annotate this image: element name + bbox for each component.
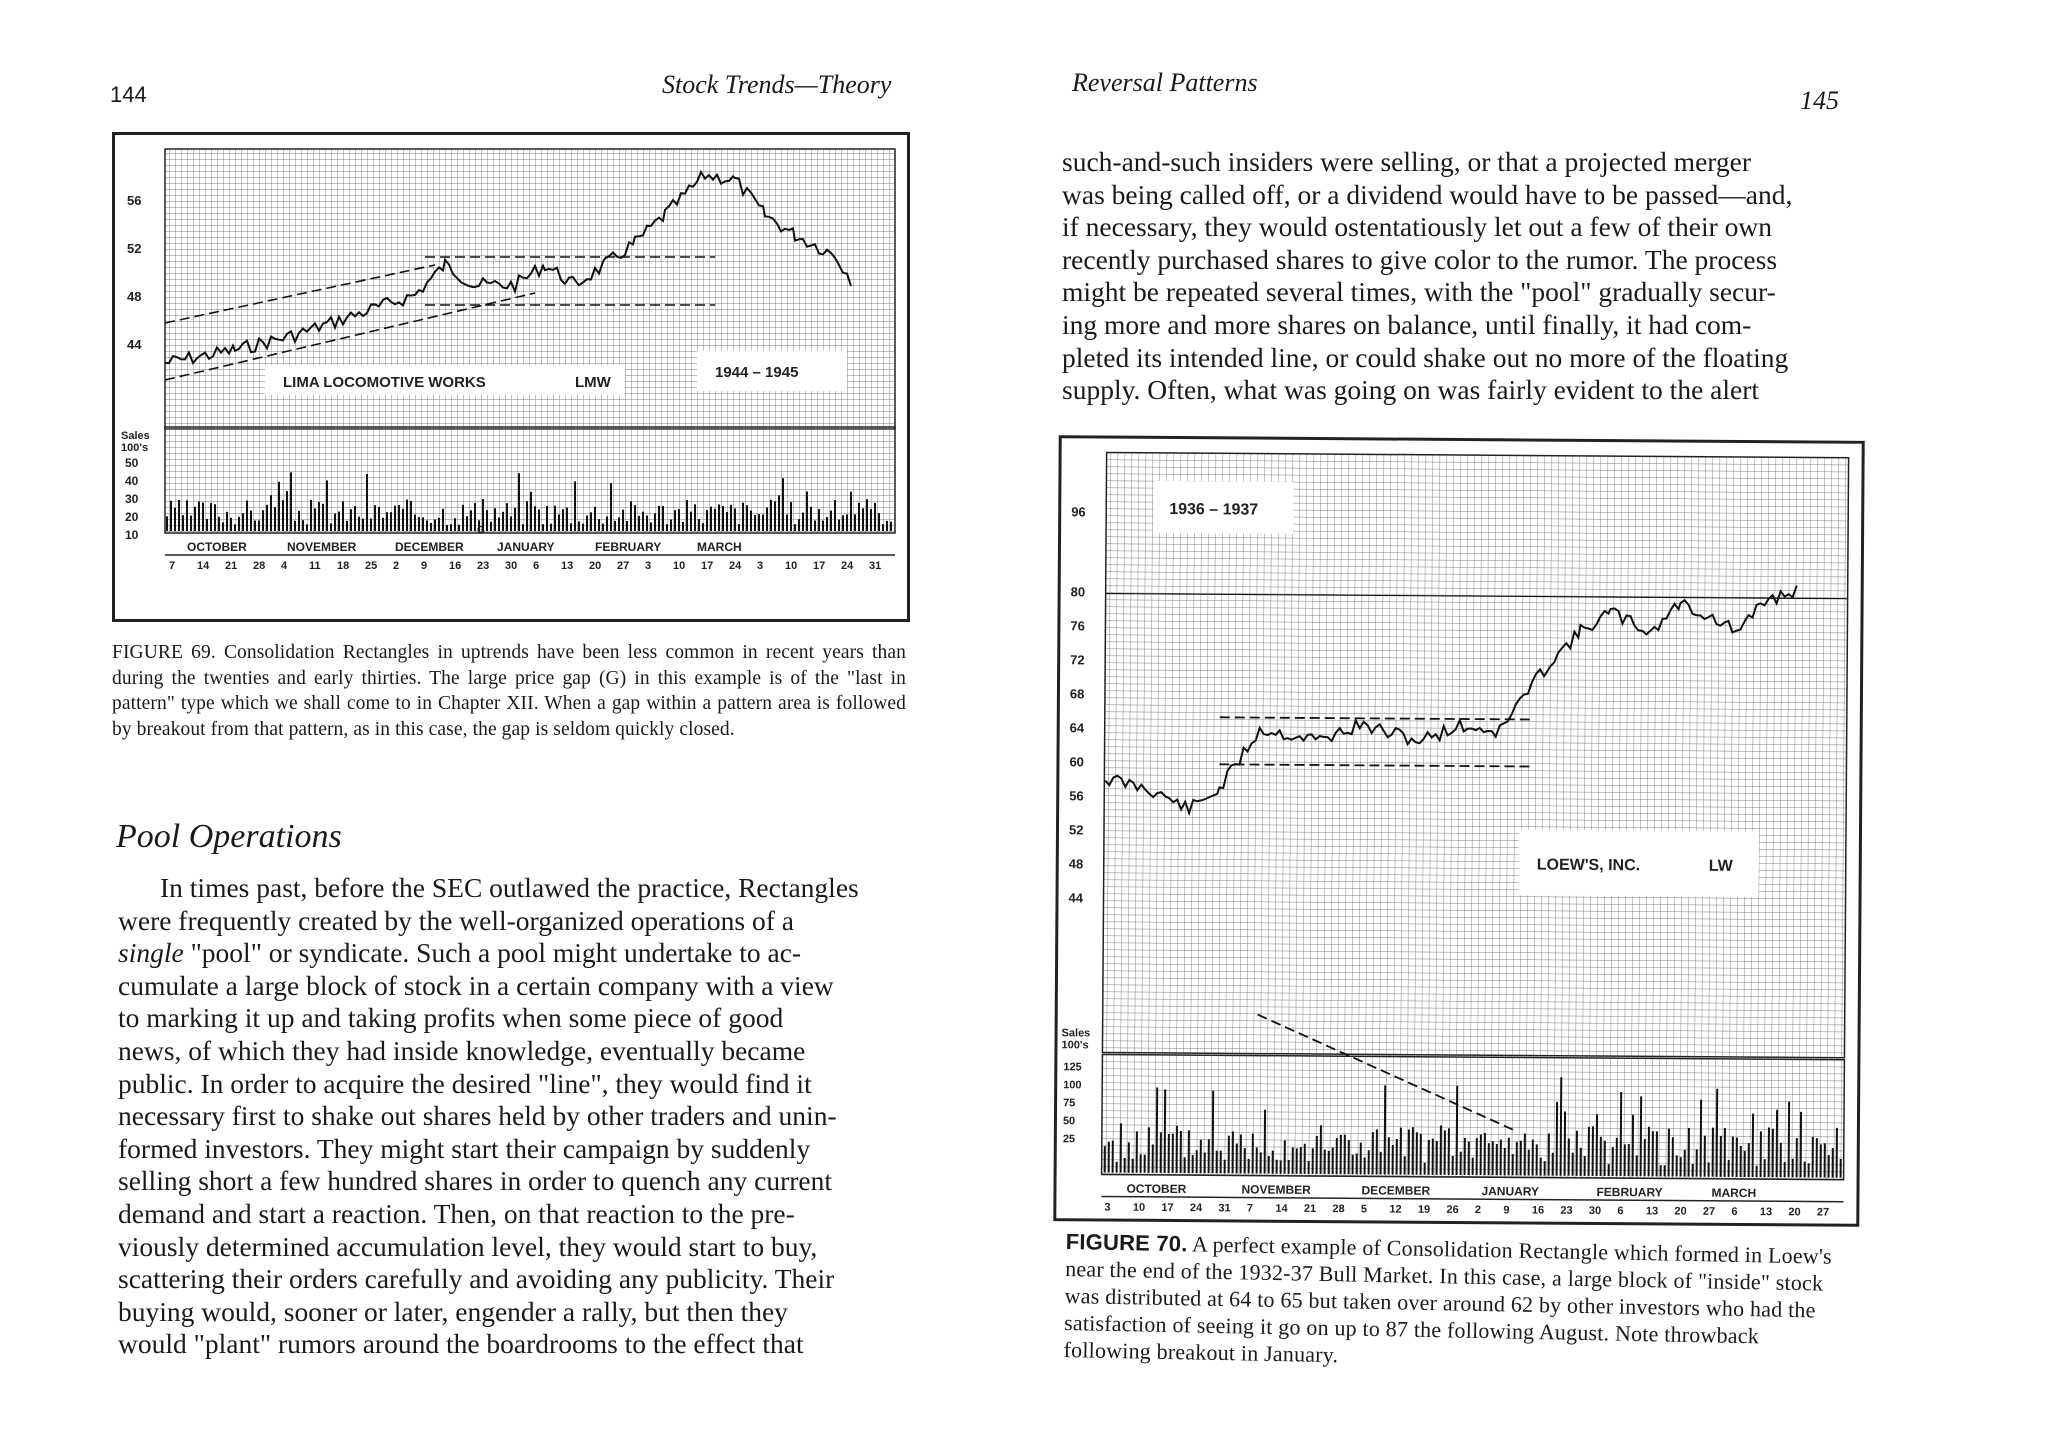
y-axis-label: 52	[127, 241, 142, 256]
date-label: 14	[1275, 1202, 1288, 1215]
date-label: 4	[281, 560, 288, 572]
volume-axis-label: 75	[1063, 1097, 1076, 1110]
date-label: 12	[1389, 1203, 1402, 1216]
price-grid	[1102, 453, 1848, 1058]
body-line: necessary first to shake out shares held by other traders and unin-	[118, 1100, 837, 1132]
date-label: 13	[1645, 1205, 1659, 1218]
month-label: DECEMBER	[395, 540, 464, 554]
month-label: JANUARY	[1481, 1184, 1540, 1199]
date-label: 24	[729, 560, 742, 572]
sales-label: 100's	[121, 442, 149, 454]
volume-bar	[1157, 1087, 1158, 1172]
date-label: 17	[701, 560, 714, 572]
ticker-label: LMW	[575, 374, 611, 391]
stock-name-label: LIMA LOCOMOTIVE WORKS	[283, 374, 486, 391]
month-label: NOVEMBER	[287, 540, 357, 554]
date-label: 13	[1759, 1206, 1773, 1219]
body-text-left	[118, 872, 910, 1361]
date-label: 19	[1417, 1203, 1431, 1216]
date-label: 9	[421, 560, 428, 572]
body-line: ing more and more shares on balance, until finally, it had com-	[1062, 308, 1752, 340]
y-axis-label: 60	[1069, 754, 1084, 770]
y-axis-label: 68	[1069, 686, 1085, 702]
body-line: supply. Often, what was going on was fairly evident to the alert	[1062, 374, 1760, 406]
y-axis-label: 56	[127, 193, 142, 208]
running-head-right: Reversal Patterns	[1072, 68, 1258, 97]
figure-69-chart	[115, 135, 907, 619]
date-label: 17	[813, 560, 826, 572]
date-label: 20	[589, 560, 602, 572]
sales-label: 100's	[1061, 1039, 1089, 1052]
y-axis-label: 44	[1068, 890, 1084, 906]
date-label: 3	[757, 560, 764, 572]
volume-bar	[1717, 1089, 1718, 1177]
body-line: single "pool" or syndicate. Such a pool might undertake to ac-	[118, 937, 802, 969]
body-line: recently purchased shares to give color to the rumor. The process	[1062, 243, 1778, 275]
date-label: 2	[393, 560, 400, 572]
volume-bar	[1165, 1089, 1166, 1173]
ticker-label: LW	[1708, 857, 1733, 875]
date-label: 5	[1360, 1203, 1368, 1216]
volume-bar	[1213, 1091, 1214, 1174]
section-heading: Pool Operations	[116, 818, 342, 855]
body-line: pleted its intended line, or could shake out no more of the floating	[1062, 341, 1789, 373]
date-label: 24	[1189, 1202, 1203, 1215]
date-label: 23	[477, 560, 490, 572]
volume-axis-label: 50	[125, 456, 139, 470]
y-axis-label: 96	[1071, 504, 1086, 520]
y-axis-label: 52	[1068, 822, 1084, 838]
figure-69	[112, 132, 910, 622]
body-line: In times past, before the SEC outlawed the practice, Rectangles	[160, 872, 859, 903]
volume-bar	[1457, 1086, 1458, 1175]
date-label: 27	[1816, 1206, 1830, 1219]
page-number-right: 145	[1800, 86, 1839, 115]
body-line: public. In order to acquire the desired "line", they would find it	[118, 1067, 812, 1099]
y-axis-label: 44	[127, 337, 142, 352]
date-label: 20	[1788, 1206, 1801, 1219]
figure-70-caption	[1063, 1228, 1835, 1378]
month-label: OCTOBER	[1126, 1181, 1187, 1197]
date-label: 16	[449, 560, 462, 572]
date-label: 9	[1503, 1204, 1510, 1217]
gap-marker: G	[477, 525, 485, 536]
body-line: selling short a few hundred shares in order to quench any current	[118, 1165, 833, 1197]
volume-axis-label: 10	[125, 528, 139, 542]
date-label: 17	[1161, 1201, 1174, 1215]
date-label: 20	[1674, 1205, 1687, 1218]
emphasis: single	[118, 937, 184, 969]
month-label: FEBRUARY	[595, 540, 662, 554]
date-label: 18	[337, 560, 350, 572]
years-label: 1944 – 1945	[715, 364, 799, 381]
month-label: MARCH	[697, 540, 742, 554]
body-line: demand and start a reaction. Then, on that reaction to the pre-	[118, 1197, 795, 1229]
figure-69-caption: FIGURE 69. Consolidation Rectangles in uptrends have been less common in recent years than during the twenties and early thirties. The large price gap (G) in this example is of the "last in pattern" type which we shall come to in Chapter XII. When a gap within a pattern area is followed by breakout from that pattern, as in this case, the gap is seldom quickly closed.	[112, 642, 906, 740]
date-label: 14	[197, 560, 210, 572]
y-axis-label: 48	[127, 289, 142, 304]
body-line: might be repeated several times, with the "pool" gradually secur-	[1062, 276, 1776, 308]
body-text-right	[1062, 146, 1862, 407]
date-label: 7	[169, 560, 176, 572]
volume-axis-label: 20	[125, 510, 139, 524]
running-head-left: Stock Trends—Theory	[662, 70, 892, 99]
date-label: 7	[1246, 1202, 1254, 1215]
y-axis-label: 64	[1069, 720, 1085, 736]
month-label: FEBRUARY	[1596, 1184, 1663, 1200]
y-axis-label: 56	[1069, 788, 1084, 804]
month-label: DECEMBER	[1361, 1183, 1431, 1198]
y-axis-label: 76	[1070, 618, 1085, 634]
date-label: 3	[1104, 1201, 1111, 1214]
body-line: buying would, sooner or later, engender a rally, but then they	[118, 1295, 788, 1327]
date-label: 24	[841, 560, 854, 572]
date-label: 6	[533, 560, 540, 572]
date-label: 21	[225, 560, 238, 572]
date-label: 27	[617, 560, 630, 572]
date-label: 23	[1560, 1204, 1573, 1217]
month-label: JANUARY	[497, 540, 555, 554]
y-axis-label: 80	[1070, 584, 1086, 600]
volume-axis-label: 40	[125, 474, 139, 488]
body-line: if necessary, they would ostentatiously let out a few of their own	[1062, 211, 1772, 243]
date-label: 28	[1332, 1203, 1345, 1216]
body-line: were frequently created by the well-organized operations of a	[118, 904, 794, 936]
volume-bar	[1789, 1102, 1790, 1178]
date-label: 27	[1702, 1205, 1716, 1218]
date-label: 31	[1218, 1202, 1231, 1215]
figure-70-caption-text: A perfect example of Consolidation Rectangle which formed in Loew's near the end of the 1932-37 Bull Market. In this case, a large block of "inside" stock was distributed at 64 to 65 but taken over around 62 by other investors who had the satisfaction of seeing it go on up to 87 the following August. Note throwback following breakout in January.	[1063, 1231, 1833, 1368]
month-label: NOVEMBER	[1241, 1182, 1311, 1197]
date-label: 3	[645, 560, 652, 572]
sales-label: Sales	[121, 430, 150, 442]
figure-70	[1053, 435, 1864, 1227]
date-label: 26	[1446, 1203, 1459, 1217]
month-label: OCTOBER	[187, 540, 247, 554]
date-label: 6	[1617, 1205, 1624, 1218]
body-line: news, of which they had inside knowledge, eventually became	[118, 1034, 806, 1066]
figure-70-chart	[1056, 438, 1861, 1224]
date-label: 28	[253, 560, 266, 572]
date-label: 25	[365, 560, 378, 572]
body-line: formed investors. They might start their campaign by suddenly	[118, 1132, 811, 1164]
volume-axis-label: 125	[1063, 1061, 1082, 1074]
date-label: 2	[1474, 1204, 1482, 1217]
figure-70-number: FIGURE 70.	[1065, 1228, 1188, 1257]
date-label: 16	[1531, 1204, 1545, 1217]
years-label: 1936 – 1937	[1169, 500, 1259, 519]
body-line: was being called off, or a dividend would have to be passed—and,	[1062, 178, 1793, 210]
date-label: 10	[1132, 1201, 1146, 1214]
body-line: cumulate a large block of stock in a certain company with a view	[118, 969, 834, 1001]
volume-bar	[1385, 1085, 1386, 1174]
date-label: 30	[505, 560, 518, 572]
volume-bar	[1621, 1092, 1622, 1176]
date-label: 30	[1588, 1204, 1602, 1218]
date-label: 11	[309, 560, 321, 572]
date-label: 13	[561, 560, 574, 572]
date-label: 10	[673, 560, 686, 572]
y-axis-label: 48	[1068, 856, 1084, 872]
sales-label: Sales	[1061, 1027, 1091, 1040]
volume-axis-label: 100	[1063, 1079, 1082, 1092]
y-axis-label: 72	[1070, 652, 1085, 668]
body-line: such-and-such insiders were selling, or that a projected merger	[1062, 146, 1752, 177]
volume-bar	[1561, 1077, 1562, 1175]
date-label: 10	[785, 560, 798, 572]
volume-bar	[1701, 1100, 1702, 1177]
body-line: would "plant" rumors around the boardrooms to the effect that	[118, 1328, 804, 1360]
volume-bar	[1641, 1096, 1642, 1176]
date-label: 6	[1731, 1205, 1738, 1218]
volume-bar	[1557, 1102, 1558, 1176]
stock-name-label: LOEW'S, INC.	[1536, 856, 1641, 875]
body-line: scattering their orders carefully and avoiding any publicity. Their	[118, 1263, 835, 1295]
month-label: MARCH	[1711, 1185, 1757, 1201]
volume-axis-label: 50	[1062, 1115, 1076, 1128]
body-line: to marking it up and taking profits when some piece of good	[118, 1002, 784, 1034]
volume-axis-label: 25	[1062, 1133, 1076, 1146]
date-label: 31	[869, 560, 882, 572]
date-label: 21	[1303, 1202, 1317, 1216]
body-line: viously determined accumulation level, they would start to buy,	[118, 1230, 818, 1262]
page-number-left: 144	[110, 82, 147, 107]
volume-axis-label: 30	[125, 492, 139, 506]
